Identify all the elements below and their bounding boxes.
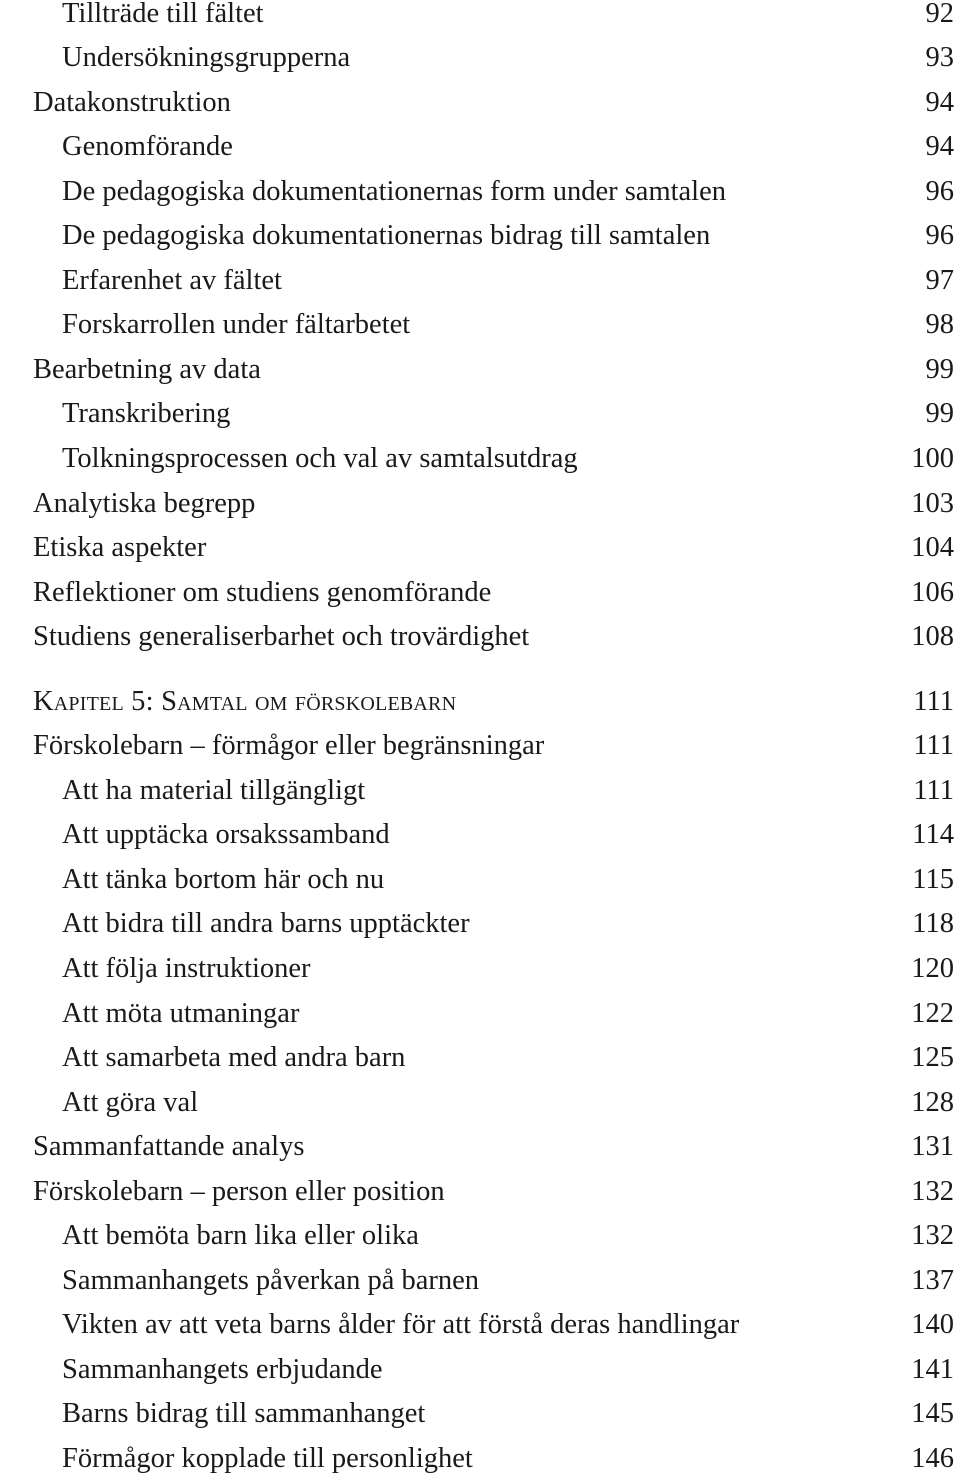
toc-entry-title: De pedagogiska dokumentationernas bidrag till samtalen	[62, 220, 711, 251]
toc-entry	[0, 813, 960, 857]
toc-entry-title: Sammanhangets erbjudande	[62, 1354, 383, 1385]
toc-entry	[0, 1348, 960, 1392]
toc-entry	[0, 348, 960, 392]
toc-entry-page: 99	[925, 354, 954, 385]
toc-entry-title: Undersökningsgrupperna	[62, 42, 351, 73]
toc-entry-page: 120	[911, 953, 954, 984]
toc-entry-page: 106	[911, 577, 954, 608]
toc-entry-page: 111	[913, 730, 954, 761]
toc-entry-title: Att samarbeta med andra barn	[62, 1042, 406, 1073]
toc-entry-page: 140	[911, 1309, 954, 1340]
toc-entry-title: Bearbetning av data	[33, 354, 261, 385]
toc-entry	[0, 526, 960, 570]
chapter-title: Kapitel 5: Samtal om förskolebarn	[33, 686, 457, 717]
toc-entry-title: Reflektioner om studiens genomförande	[33, 577, 492, 608]
toc-entry-page: 125	[911, 1042, 954, 1073]
toc-entry	[0, 769, 960, 813]
toc-entry	[0, 81, 960, 125]
toc-entry-page: 97	[925, 265, 954, 296]
toc-entry-page: 141	[911, 1354, 954, 1385]
toc-entry	[0, 947, 960, 991]
toc-entry	[0, 615, 960, 659]
toc-entry-page: 98	[925, 309, 954, 340]
toc-entry	[0, 392, 960, 436]
toc-entry	[0, 1214, 960, 1258]
toc-entry	[0, 1125, 960, 1169]
toc-entry	[0, 0, 960, 36]
toc-entry	[0, 1303, 960, 1347]
toc-entry-page: 94	[925, 131, 954, 162]
toc-entry-page: 128	[911, 1087, 954, 1118]
toc-entry-title: Sammanfattande analys	[33, 1131, 305, 1162]
toc-entry	[0, 170, 960, 214]
toc-entry-page: 122	[911, 998, 954, 1029]
toc-entry-page: 114	[912, 819, 954, 850]
toc-chapter-heading	[0, 680, 960, 724]
toc-entry-page: 96	[925, 176, 954, 207]
toc-entry-title: Tillträde till fältet	[62, 0, 264, 29]
toc-entry-title: Att tänka bortom här och nu	[62, 864, 385, 895]
toc-entry-title: Förskolebarn – person eller position	[33, 1176, 445, 1207]
toc-entry-title: Förmågor kopplade till personlighet	[62, 1443, 473, 1474]
toc-entry-title: Forskarrollen under fältarbetet	[62, 309, 411, 340]
toc-entry	[0, 36, 960, 80]
toc-entry-title: Att möta utmaningar	[62, 998, 300, 1029]
toc-entry-title: Att följa instruktioner	[62, 953, 311, 984]
toc-entry	[0, 214, 960, 258]
toc-entry-title: Barns bidrag till sammanhanget	[62, 1398, 426, 1429]
toc-entry-page: 104	[911, 532, 954, 563]
toc-entry-page: 132	[911, 1220, 954, 1251]
toc-entry	[0, 1170, 960, 1214]
toc-entry-page: 100	[911, 443, 954, 474]
toc-entry	[0, 482, 960, 526]
toc-entry	[0, 724, 960, 768]
toc-entry	[0, 1036, 960, 1080]
toc-entry-title: Att bemöta barn lika eller olika	[62, 1220, 419, 1251]
toc-entry-title: Förskolebarn – förmågor eller begränsningar	[33, 730, 545, 761]
toc-entry-title: Transkribering	[62, 398, 231, 429]
toc-entry	[0, 125, 960, 169]
toc-entry-title: Sammanhangets påverkan på barnen	[62, 1265, 480, 1296]
toc-entry	[0, 303, 960, 347]
toc-entry-page: 118	[912, 908, 954, 939]
toc-entry-title: Analytiska begrepp	[33, 488, 256, 519]
toc-entry-title: Erfarenhet av fältet	[62, 265, 282, 296]
toc-entry-title: Etiska aspekter	[33, 532, 207, 563]
toc-entry	[0, 259, 960, 303]
toc-entry-page: 131	[911, 1131, 954, 1162]
toc-entry-page: 96	[925, 220, 954, 251]
toc-entry	[0, 437, 960, 481]
toc-entry-page: 108	[911, 621, 954, 652]
toc-entry-page: 111	[913, 686, 954, 717]
toc-entry-page: 92	[925, 0, 954, 29]
toc-entry	[0, 902, 960, 946]
toc-entry-page: 111	[913, 775, 954, 806]
toc-entry	[0, 992, 960, 1036]
toc-entry	[0, 1392, 960, 1436]
toc-entry-title: Vikten av att veta barns ålder för att förstå deras handlingar	[62, 1309, 740, 1340]
toc-entry-page: 145	[911, 1398, 954, 1429]
toc-entry	[0, 1259, 960, 1303]
toc-entry-page: 93	[925, 42, 954, 73]
toc-entry-title: Att göra val	[62, 1087, 199, 1118]
toc-entry	[0, 858, 960, 902]
toc-entry-page: 94	[925, 87, 954, 118]
toc-entry-title: Att bidra till andra barns upptäckter	[62, 908, 470, 939]
toc-entry-title: Tolkningsprocessen och val av samtalsutdrag	[62, 443, 578, 474]
toc-entry	[0, 1081, 960, 1125]
toc-entry-title: De pedagogiska dokumentationernas form under samtalen	[62, 176, 727, 207]
toc-entry-page: 146	[911, 1443, 954, 1474]
toc-entry-page: 103	[911, 488, 954, 519]
toc-entry-title: Genomförande	[62, 131, 233, 162]
toc-entry-title: Att ha material tillgängligt	[62, 775, 366, 806]
toc-entry-title: Att upptäcka orsakssamband	[62, 819, 390, 850]
toc-entry-title: Studiens generaliserbarhet och trovärdighet	[33, 621, 530, 652]
toc-entry-title: Datakonstruktion	[33, 87, 231, 118]
toc-entry-page: 115	[912, 864, 954, 895]
toc-entry-page: 132	[911, 1176, 954, 1207]
toc-entry-page: 99	[925, 398, 954, 429]
toc-entry-page: 137	[911, 1265, 954, 1296]
toc-entry	[0, 571, 960, 615]
toc-entry	[0, 1437, 960, 1481]
